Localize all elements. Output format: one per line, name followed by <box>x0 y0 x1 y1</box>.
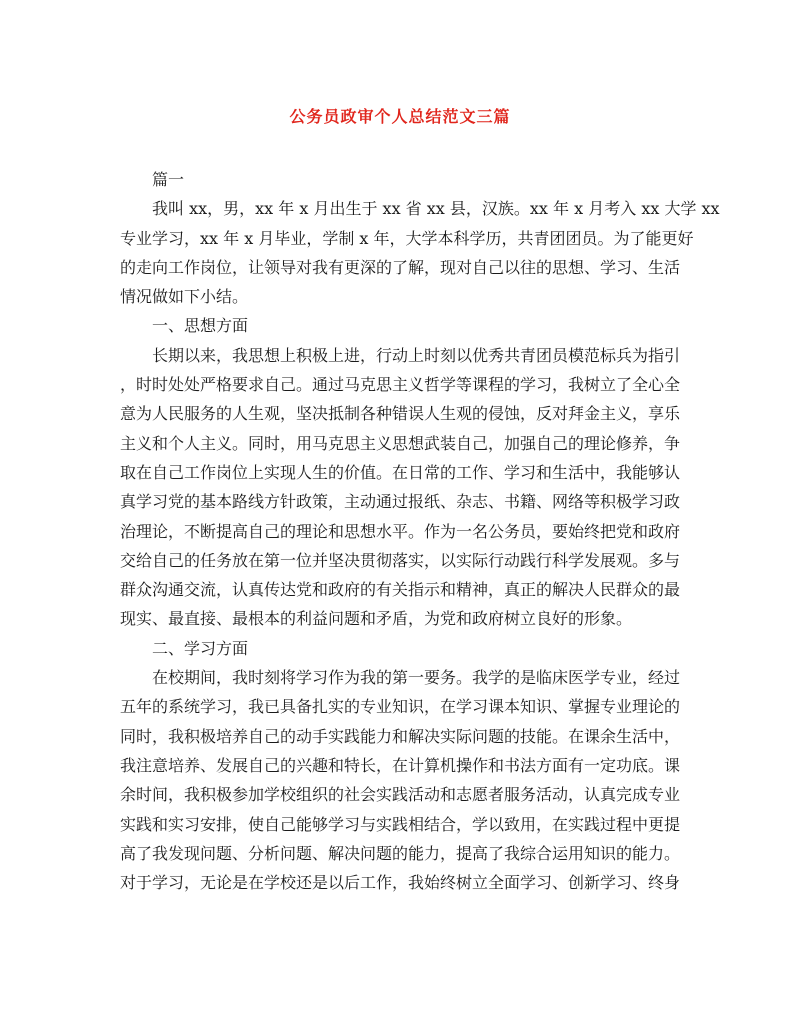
section-heading-thought: 一、思想方面 <box>120 316 249 336</box>
document-body <box>120 165 720 897</box>
body-line: 高了我发现问题、分析问题、解决问题的能力，提高了我综合运用知识的能力。 <box>120 843 681 863</box>
document-title: 公务员政审个人总结范文三篇 <box>289 107 511 126</box>
body-line: 治理论，不断提高自己的理论和思想水平。作为一名公务员，要始终把党和政府 <box>120 521 681 541</box>
section-heading-study: 二、学习方面 <box>120 638 249 658</box>
body-line: ，时时处处严格要求自己。通过马克思主义哲学等课程的学习，我树立了全心全 <box>120 375 681 395</box>
body-line: 的走向工作岗位，让领导对我有更深的了解，现对自己以往的思想、学习、生活 <box>120 257 681 277</box>
body-line: 五年的系统学习，我已具备扎实的专业知识，在学习课本知识、掌握专业理论的 <box>120 697 681 717</box>
body-line: 实践和实习安排，使自己能够学习与实践相结合，学以致用，在实践过程中更提 <box>120 814 681 834</box>
body-line: 真学习党的基本路线方针政策，主动通过报纸、杂志、书籍、网络等积极学习政 <box>120 492 681 512</box>
body-line: 对于学习，无论是在学校还是以后工作，我始终树立全面学习、创新学习、终身 <box>120 873 681 893</box>
body-line: 同时，我积极培养自己的动手实践能力和解决实际问题的技能。在课余生活中， <box>120 726 681 746</box>
body-line: 我注意培养、发展自己的兴趣和特长，在计算机操作和书法方面有一定功底。课 <box>120 755 681 775</box>
body-line: 意为人民服务的人生观，坚决抵制各种错误人生观的侵蚀，反对拜金主义，享乐 <box>120 404 681 424</box>
body-line: 我叫 xx，男，xx 年 x 月出生于 xx 省 xx 县，汉族。xx 年 x 月考入 xx 大学 xx <box>120 199 720 219</box>
body-line: 专业学习，xx 年 x 月毕业，学制 x 年，大学本科学历，共青团团员。为了能更好 <box>120 228 694 248</box>
body-line: 余时间，我积极参加学校组织的社会实践活动和志愿者服务活动，认真完成专业 <box>120 785 681 805</box>
body-line: 交给自己的任务放在第一位并坚决贯彻落实，以实际行动践行科学发展观。多与 <box>120 550 681 570</box>
body-line: 长期以来，我思想上积极上进，行动上时刻以优秀共青团员模范标兵为指引 <box>120 345 681 365</box>
body-line: 现实、最直接、最根本的利益问题和矛盾，为党和政府树立良好的形象。 <box>120 609 633 629</box>
body-line: 主义和个人主义。同时，用马克思主义思想武装自己，加强自己的理论修养，争 <box>120 433 681 453</box>
body-line: 取在自己工作岗位上实现人生的价值。在日常的工作、学习和生活中，我能够认 <box>120 462 681 482</box>
body-line: 情况做如下小结。 <box>120 287 249 307</box>
section-label-part-one: 篇一 <box>120 170 185 189</box>
body-line: 群众沟通交流，认真传达党和政府的有关指示和精神，真正的解决人民群众的最 <box>120 580 681 600</box>
body-line: 在校期间，我时刻将学习作为我的第一要务。我学的是临床医学专业，经过 <box>120 668 681 688</box>
